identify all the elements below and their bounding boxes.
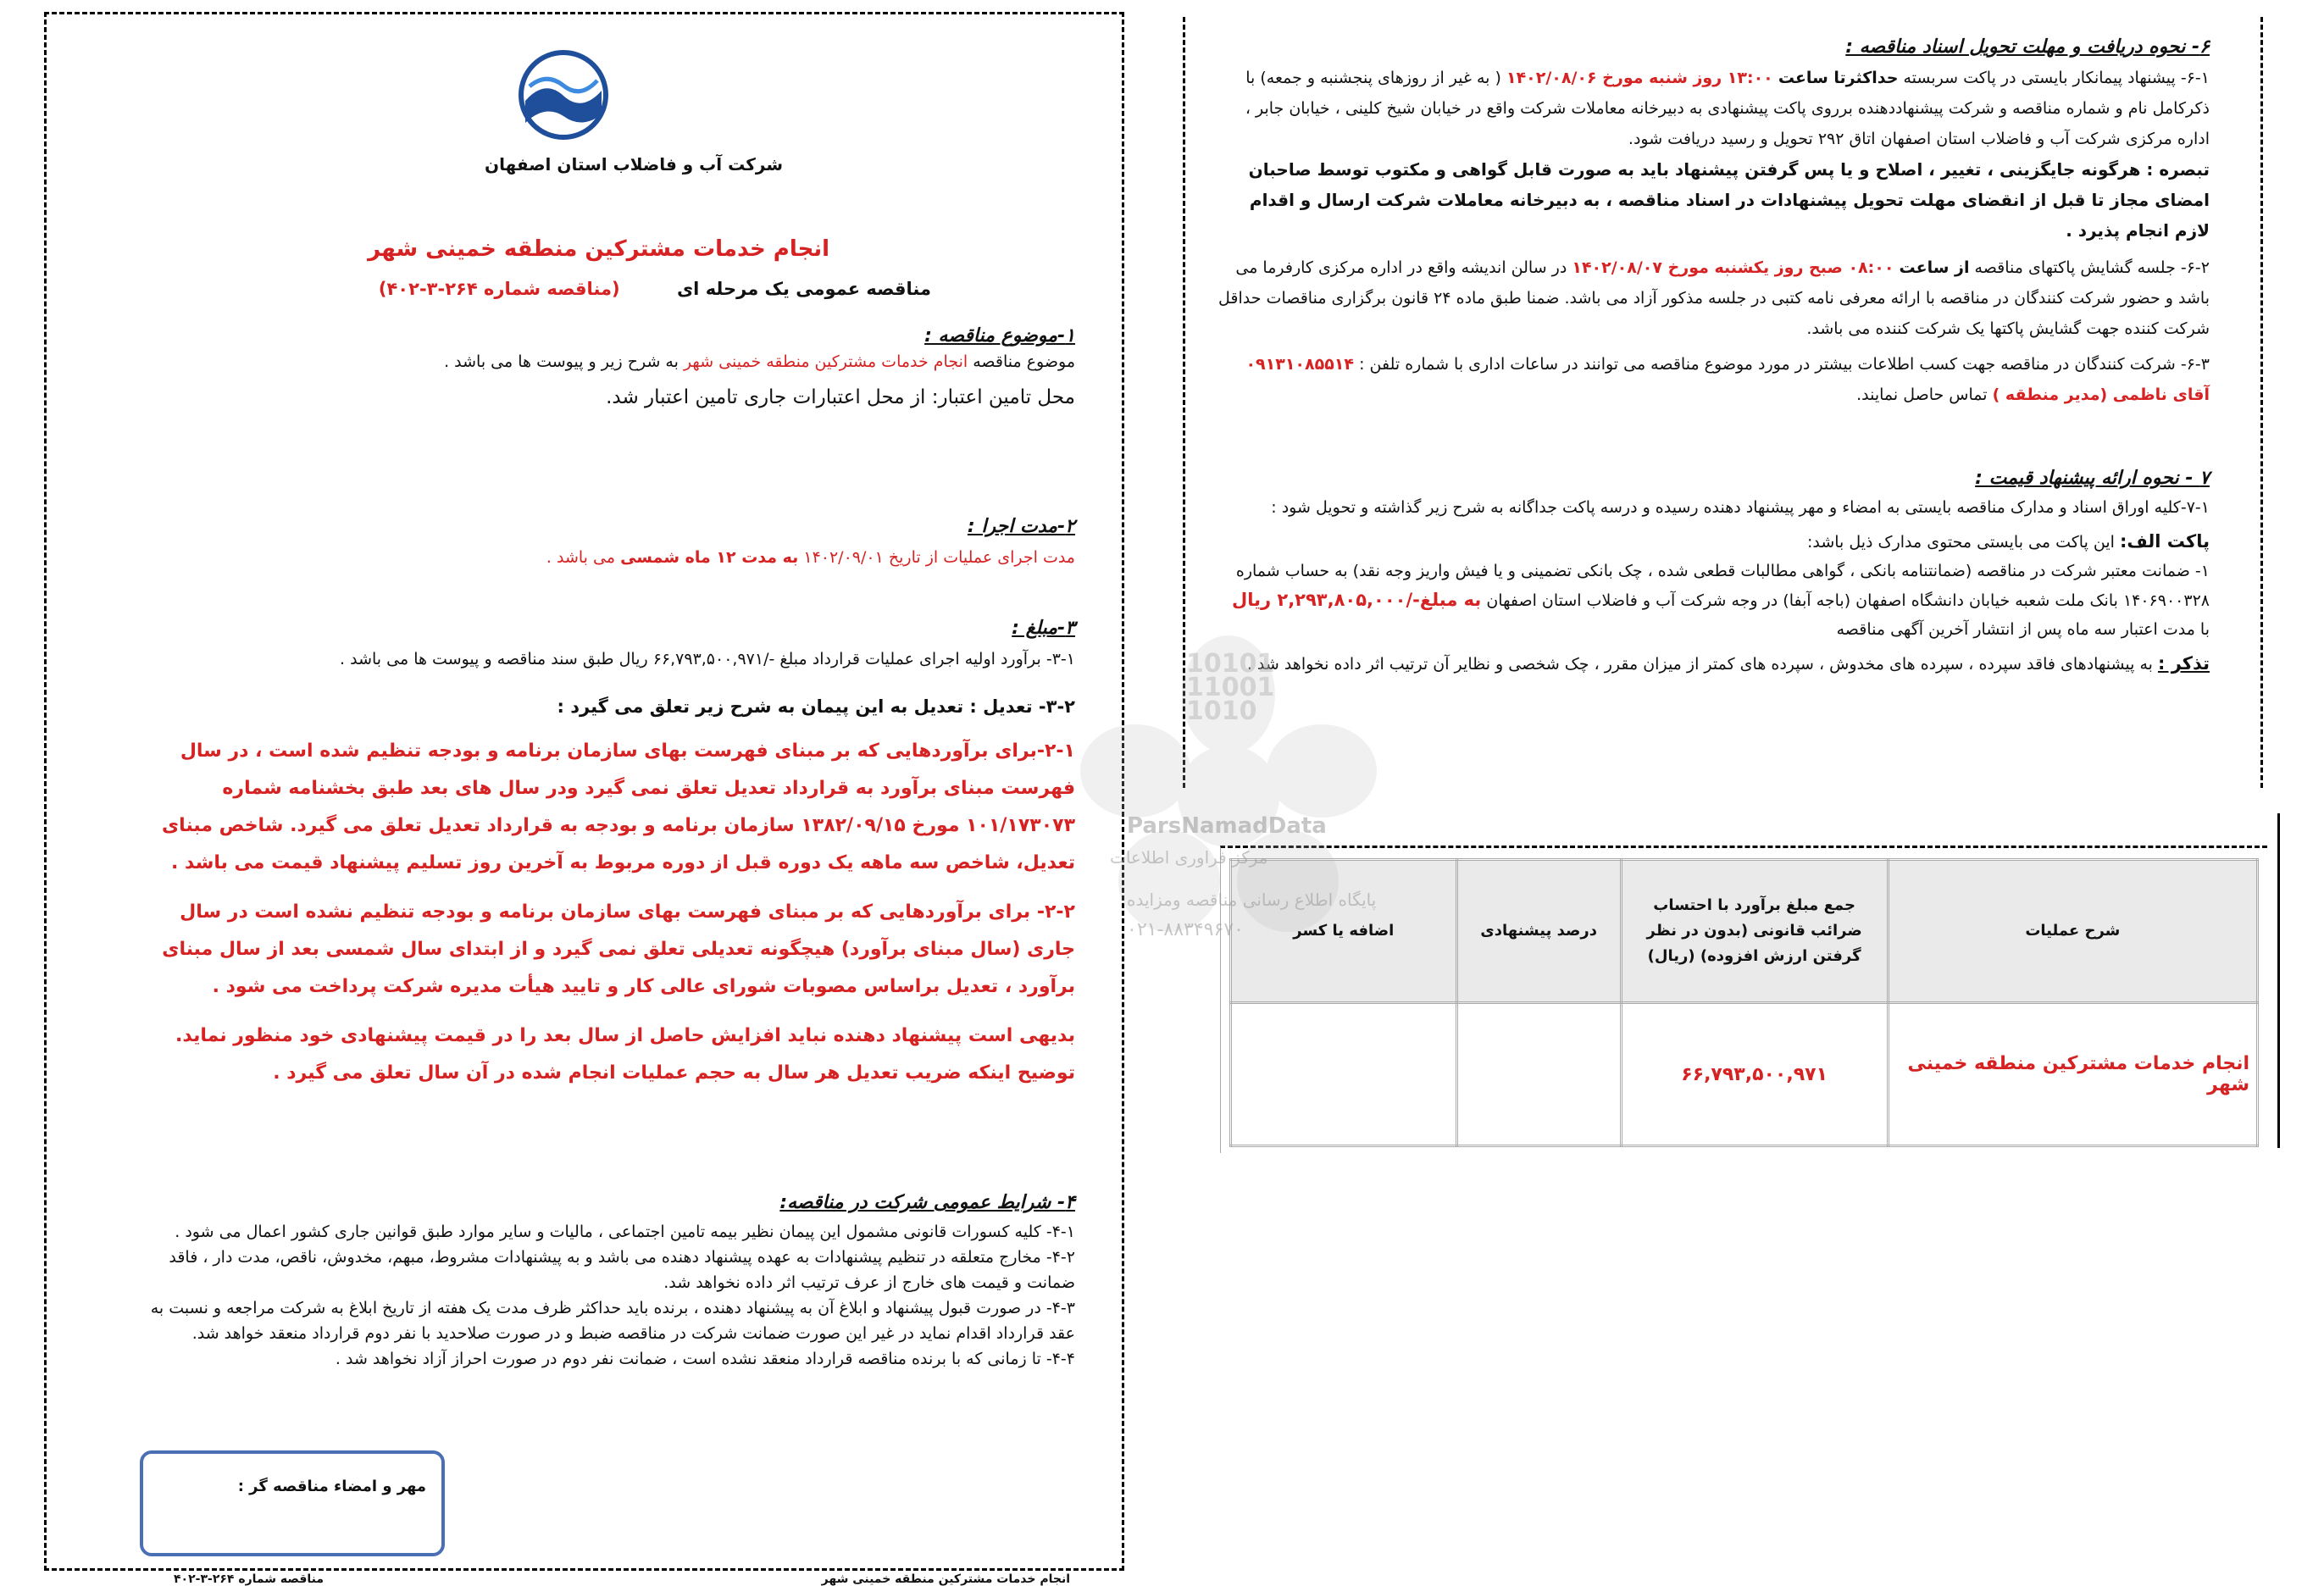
section-6-2: ۶-۲- جلسه گشایش پاکتهای مناقصه از ساعت ۰۸:۰۰ صبح روز یکشنبه مورخ ۱۴۰۲/۰۸/۰۷ در سالن اندیشه واقع در اداره مرکزی کارفرما می باشد و حضور شرکت کنندگان در مناقصه با ارائه معرفی نامه کتبی در جلسه مذکور آزاد می باشد. ضمنا طبق ماده ۲۴ قانون برگزاری مناقصات حداقل شرکت کننده جهت گشایش پاکتها یک شرکت کننده می باشد. <box>1218 258 2210 338</box>
left-document-page <box>44 12 1124 1571</box>
watermark-phone: ۰۲۱-۸۸۳۴۹۶۷۰ <box>1127 919 1244 940</box>
section-4-3: ۴-۳- در صورت قبول پیشنهاد و ابلاغ آن به پیشنهاد دهنده ، برنده باید حداکثر ظرف مدت یک هفته از تاریخ ابلاغ به شرکت مراجعه و نسبت به عقد قرارداد اقدام نماید در غیر این صورت ضمانت شرکت در مناقصه ضبط و در صورت صلاحدید با نفر دوم قرارداد منعقد خواهد شد. <box>150 1299 1075 1343</box>
header-amount: جمع مبلغ برآورد با احتساب ضرائب قانونی (بدون در نظر گرفتن ارزش افزوده) (ریال) <box>1621 860 1888 1003</box>
packet-a-item-1: ۱- ضمانت معتبر شرکت در مناقصه (ضمانتنامه بانکی ، گواهی مطالبات قطعی شده ، چک بانکی تضمینی و یا فیش واریز وجه نقد) به حساب شماره ۱۴۰۶۹۰۰۳۲۸ بانک ملت شعبه خیابان دانشگاه اصفهان (باجه آبفا) در وجه شرکت آب و فاضلاب استان اصفهان به مبلغ-/۲,۲۹۳,۸۰۵,۰۰۰ ریال با مدت اعتبار سه ماه پس از انتشار آخرین آگهی مناقصه <box>1231 562 2210 639</box>
packet-a: پاکت الف: این پاکت می بایستی محتوی مدارک ذیل باشد: <box>1806 531 2210 552</box>
section-2 <box>135 514 1075 570</box>
watermark-line2: پایگاه اطلاع رسانی مناقصه ومزایده <box>1127 890 1377 910</box>
table-row <box>1231 1003 2258 1146</box>
section-6 <box>1218 32 2210 410</box>
section-3-1: ۳-۱- برآورد اولیه اجرای عملیات قرارداد مبلغ -/۶۶,۷۹۳,۵۰۰,۹۷۱ ریال طبق سند مناقصه و پیوست ها می باشد . <box>340 650 1075 668</box>
section-6-3: ۶-۳- شرکت کنندگان در مناقصه جهت کسب اطلاعات بیشتر در مورد موضوع مناقصه می توانند در ساعات اداری با شماره تلفن : ۰۹۱۳۱۰۸۵۵۱۴ آقای ناظمی (مدیر منطقه ) تماس حاصل نمایند. <box>1245 355 2210 404</box>
section-4-4: ۴-۴- تا زمانی که با برنده مناقصه قرارداد منعقد نشده است ، ضمانت نفر دوم در صورت احراز آزاد نخواهد شد . <box>335 1350 1075 1368</box>
table-edge-line <box>2277 813 2280 1148</box>
section-6-heading: ۶- نحوه دریافت و مهلت تحویل اسناد مناقصه : <box>1845 36 2210 58</box>
section-2-heading: ۲-مدت اجرا : <box>967 516 1075 537</box>
section-7-1: ۷-۱-کلیه اوراق اسناد و مدارک مناقصه بایستی به امضاء و مهر پیشنهاد دهنده رسیده و درسه پاکت جداگانه به شرح زیر گذاشته و تحویل شود : <box>1271 498 2210 517</box>
section-6-1: ۶-۱- پیشنهاد پیمانکار بایستی در پاکت سربسته حداکثرتا ساعت ۱۳:۰۰ روز شنبه مورخ ۱۴۰۲/۰۸/۰۶ ( به غیر از روزهای پنجشنبه و جمعه) با ذکرکامل نام و شماره مناقصه و شرکت پیشنهاددهنده برروی پاکت پیشنهادی به دبیرخانه معاملات شرکت واقع در خیابان شیخ کلینی ، خیابان جابر ، اداره مرکزی شرکت آب و فاضلاب استان اصفهان اتاق ۲۹۲ تحویل و رسید دریافت شود. <box>1245 69 2210 148</box>
section-6-note: تبصره : هرگونه جایگزینی ، تغییر ، اصلاح و یا پس گرفتن پیشنهاد باید به صورت قابل گواهی و مکتوب توسط صاحبان امضای مجاز تا قبل از انقضای مهلت تحویل پیشنهادات در اسناد مناقصه ، به دبیرخانه معاملات شرکت ارسال و اقدام لازم انجام پذیرد . <box>1248 159 2210 241</box>
section-1-heading: ۱-موضوع مناقصه : <box>924 325 1075 347</box>
header-plus-minus: اضافه یا کسر <box>1231 860 1457 1003</box>
cell-amount: ۶۶,۷۹۳,۵۰۰,۹۷۱ <box>1621 1003 1888 1146</box>
cell-plus-minus-input[interactable] <box>1231 1003 1457 1146</box>
watermark-binary: 10101 11001 1010 <box>1186 649 1275 726</box>
section-4-1: ۴-۱- کلیه کسورات قانونی مشمول این پیمان نظیر بیمه تامین اجتماعی ، مالیات و سایر موارد طبق قوانین جاری کشور اعمال می شود . <box>175 1223 1075 1241</box>
company-logo <box>504 48 623 141</box>
footer-tender-number: مناقصه شماره ۲۶۴-۳-۴۰۲ <box>174 1572 324 1586</box>
section-4 <box>135 1190 1075 1372</box>
watermark-line1: مرکز فراوری اطلاعات <box>1110 847 1268 868</box>
section-2-text: مدت اجرای عملیات از تاریخ ۱۴۰۲/۰۹/۰۱ به مدت ۱۲ ماه شمسی می باشد . <box>546 548 1075 567</box>
section-4-heading: ۴- شرایط عمومی شرکت در مناقصه: <box>779 1192 1075 1213</box>
section-3-note: بدیهی است پیشنهاد دهنده نباید افزایش حاصل از سال بعد را در قیمت پیشنهادی خود منظور نماید. توضیح اینکه ضریب تعدیل هر سال به حجم عملیات انجام شده در آن سال تعلق می گیرد . <box>175 1025 1075 1084</box>
tender-number: (مناقصه شماره ۲۶۴-۳-۴۰۲) <box>378 279 620 299</box>
footer-title: انجام خدمات مشترکین منطقه خمینی شهر <box>821 1572 1070 1586</box>
section-1-text: موضوع مناقصه انجام خدمات مشترکین منطقه خمینی شهر به شرح زیر و پیوست ها می باشد . <box>444 352 1075 371</box>
section-3 <box>135 616 1075 1092</box>
stamp-label: مهر و امضاء مناقصه گر : <box>237 1478 426 1495</box>
header-percent: درصد پیشنهادی <box>1456 860 1621 1003</box>
tender-subtitle <box>379 279 931 299</box>
cell-percent-input[interactable] <box>1456 1003 1621 1146</box>
section-3-2-1: ۲-۱-برای برآوردهایی که بر مبنای فهرست بهای سازمان برنامه و بودجه تنظیم شده است ، در سال فهرست مبنای برآورد به قرارداد تعدیل تعلق نمی گیرد ودر سال های بعد طبق بخشنامه شماره ۱۰۱/۱۷۳۰۷۳ مورخ ۱۳۸۲/۰۹/۱۵ سازمان برنامه و بودجه به قرارداد تعدیل تعلق می گیرد. شاخص مبنای تعدیل، شاخص سه ماهه یک دوره قبل از دوره مربوط به آخرین روز تسلیم پیشنهاد قیمت می باشد . <box>162 740 1075 873</box>
section-3-2: ۳-۲- تعدیل : تعدیل به این پیمان به شرح زیر تعلق می گیرد : <box>557 696 1075 717</box>
reminder: تذکر : به پیشنهادهای فاقد سپرده ، سپرده های مخدوش ، سپرده های کمتر از میزان مقرر ، چک شخصی و نظایر آن ترتیب اثر داده نخواهد شد . <box>1246 653 2210 674</box>
header-operation: شرح عملیات <box>1888 860 2257 1003</box>
section-3-heading: ۳-مبلغ : <box>1012 618 1075 639</box>
right-page-border-right <box>2260 17 2263 788</box>
tender-title: انجام خدمات مشترکین منطقه خمینی شهر <box>368 236 829 262</box>
stamp-signature-box <box>140 1450 445 1556</box>
watermark-brand: ParsNamadData <box>1127 813 1327 839</box>
company-name: شرکت آب و فاضلاب استان اصفهان <box>485 154 783 175</box>
section-1 <box>135 324 1075 412</box>
section-3-2-2: ۲-۲- برای برآوردهایی که بر مبنای فهرست بهای سازمان برنامه و بودجه تنظیم نشده است در سال جاری (سال مبنای برآورد) هیچگونه تعدیلی تعلق نمی گیرد و از ابتدای سال شمسی بعد از سال مبنای برآورد ، تعدیل براساس مصوبات شورای عالی کار و تایید هیأت مدیره شرکت پرداخت می شود . <box>162 901 1075 997</box>
tender-type: مناقصه عمومی یک مرحله ای <box>676 279 931 299</box>
cell-operation: انجام خدمات مشترکین منطقه خمینی شهر <box>1888 1003 2257 1146</box>
funding-source: محل تامین اعتبار: از محل اعتبارات جاری تامین اعتبار شد. <box>606 386 1075 408</box>
section-7-heading: ۷ - نحوه ارائه پیشنهاد قیمت : <box>1975 468 2210 489</box>
section-4-2: ۴-۲- مخارج متعلقه در تنظیم پیشنهادات به عهده پیشنهاد دهنده می باشد و به پیشنهادات مشروط، مبهم، مخدوش، ناقص، مدت دار ، فاقد ضمانت و قیمت های خارج از عرف ترتیب اثر داده نخواهد شد. <box>169 1248 1075 1292</box>
